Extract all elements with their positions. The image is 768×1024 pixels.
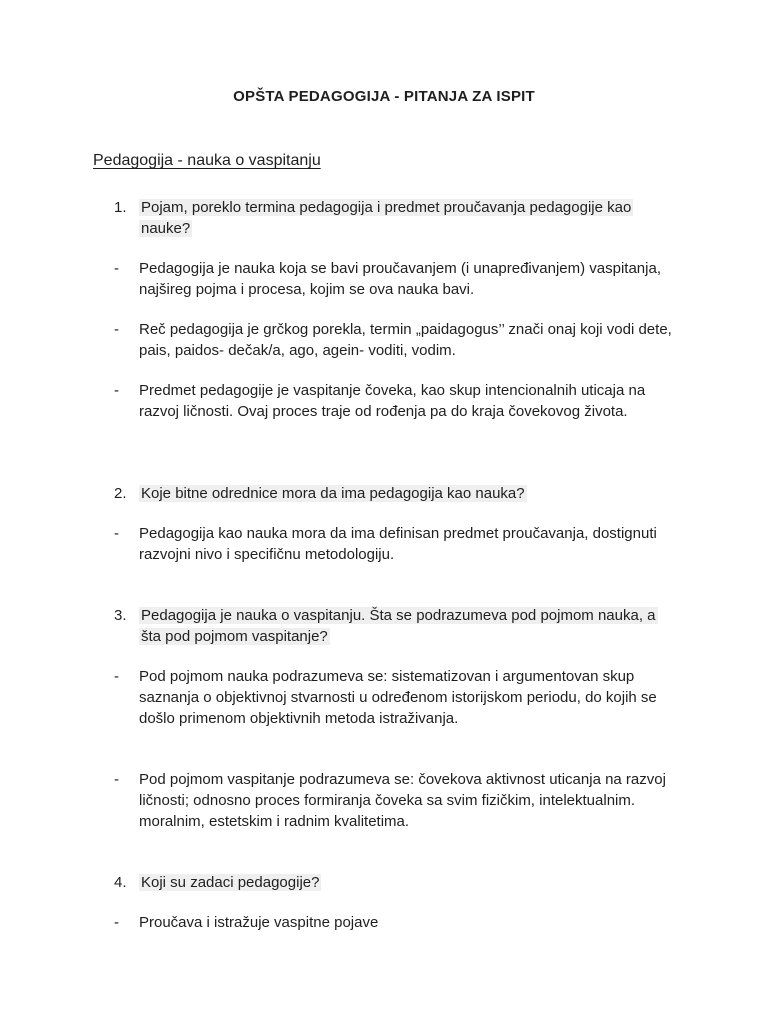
list-marker: - <box>114 914 119 931</box>
question-item <box>114 605 674 647</box>
answer-item <box>114 258 674 300</box>
question-item <box>114 197 674 239</box>
question-text: Pojam, poreklo termina pedagogija i predmet proučavanja pedagogije kao nauke? <box>141 199 632 237</box>
section-heading: Pedagogija - nauka o vaspitanju <box>93 152 321 169</box>
answer-text: Predmet pedagogije je vaspitanje čoveka, kao skup intencionalnih uticaja na razvoj ličnosti. Ovaj proces traje od rođenja pa do kraja čovekovog života. <box>139 382 646 420</box>
list-marker: - <box>114 382 119 399</box>
answer-item <box>114 769 674 832</box>
list-marker: 2. <box>114 485 127 502</box>
list-marker: - <box>114 771 119 788</box>
question-text: Pedagogija je nauka o vaspitanju. Šta se podrazumeva pod pojmom nauka, a šta pod pojmom vaspitanje? <box>141 607 656 645</box>
list-marker: 4. <box>114 874 127 891</box>
answer-item <box>114 666 674 729</box>
question-item <box>114 483 674 504</box>
list-marker: 1. <box>114 199 127 216</box>
answer-item <box>114 319 674 361</box>
document-title: OPŠTA PEDAGOGIJA - PITANJA ZA ISPIT <box>233 88 535 105</box>
list-marker: - <box>114 321 119 338</box>
list-marker: 3. <box>114 607 127 624</box>
answer-text: Pod pojmom vaspitanje podrazumeva se: čovekova aktivnost uticanja na razvoj ličnosti; odnosno proces formiranja čoveka sa svim fizičkim, intelektualnim. moralnim, estetskim i radnim kvalitetima. <box>139 771 666 830</box>
answer-text: Reč pedagogija je grčkog porekla, termin „paidagogus’’ znači onaj koji vodi dete, pais, paidos- dečak/a, ago, agein- voditi, vodim. <box>139 321 672 359</box>
answer-item <box>114 912 674 933</box>
answer-item <box>114 380 674 422</box>
list-marker: - <box>114 260 119 277</box>
question-item <box>114 872 674 893</box>
list-marker: - <box>114 668 119 685</box>
answer-item <box>114 523 674 565</box>
answer-text: Proučava i istražuje vaspitne pojave <box>139 914 379 931</box>
question-text: Koje bitne odrednice mora da ima pedagogija kao nauka? <box>141 485 525 502</box>
answer-text: Pod pojmom nauka podrazumeva se: sistematizovan i argumentovan skup saznanja o objektivnoj stvarnosti u određenom istorijskom periodu, do kojih se došlo primenom objektivnih metoda istraživanja. <box>139 668 657 727</box>
answer-text: Pedagogija kao nauka mora da ima definisan predmet proučavanja, dostignuti razvojni nivo i specifičnu metodologiju. <box>139 525 657 563</box>
question-text: Koji su zadaci pedagogije? <box>141 874 320 891</box>
answer-text: Pedagogija je nauka koja se bavi proučavanjem (i unapređivanjem) vaspitanja, najšireg pojma i procesa, kojim se ova nauka bavi. <box>139 260 661 298</box>
list-marker: - <box>114 525 119 542</box>
